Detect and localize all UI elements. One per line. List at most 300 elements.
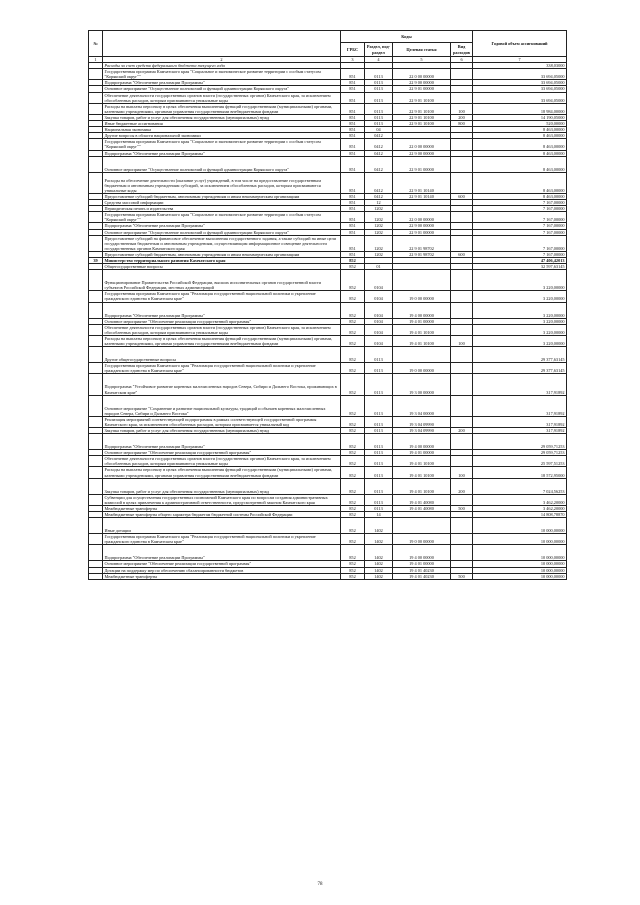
row-number-cell [89, 235, 103, 251]
grbs-cell: 852 [341, 512, 365, 518]
target-article-cell: 22 9 01 00000 [393, 86, 451, 92]
expense-type-cell [451, 270, 473, 291]
amount-cell: 8 463,00000 [473, 127, 567, 133]
section-cell: 1202 [365, 251, 393, 257]
section-cell: 0113 [365, 363, 393, 374]
grbs-cell: 851 [341, 212, 365, 223]
grbs-cell: 852 [341, 374, 365, 395]
section-cell: 0113 [365, 395, 393, 416]
target-article-cell: 19 4 01 40230 [393, 573, 451, 579]
grbs-cell: 851 [341, 235, 365, 251]
column-number: 7 [473, 57, 567, 63]
amount-cell: 14 808,78870 [473, 512, 567, 518]
section-cell: 0113 [365, 80, 393, 86]
amount-cell: 317,91892 [473, 427, 567, 433]
target-article-cell: 22 9 01 10140 [393, 193, 451, 199]
target-article-cell: 22 9 01 10100 [393, 103, 451, 114]
grbs-cell: 852 [341, 335, 365, 346]
amount-cell: 10 000,00000 [473, 567, 567, 573]
expense-type-cell [451, 235, 473, 251]
expense-type-cell [451, 456, 473, 467]
table-row [89, 324, 567, 335]
section-cell: 0113 [365, 374, 393, 395]
amount-cell: 3 220,00000 [473, 324, 567, 335]
target-article-cell [393, 518, 451, 534]
target-article-cell: 19 3 04 00000 [393, 395, 451, 416]
expense-type-cell [451, 518, 473, 534]
table-row [89, 363, 567, 374]
expense-type-cell [451, 139, 473, 150]
item-name-cell: Расходы на выплаты персоналу в целях обеспечения выполнения функций государственными (муниципальными) органами, казенными учреждениями, органами управления государственными внебюджетными фондами [103, 467, 341, 478]
section-cell: 0113 [365, 427, 393, 433]
section-cell: 0104 [365, 324, 393, 335]
item-name-cell: Закупка товаров, работ и услуг для обеспечения государственных (муниципальных) нужд [103, 114, 341, 120]
section-cell: 0412 [365, 150, 393, 156]
row-number-cell [89, 92, 103, 103]
target-article-cell: 22 9 00 00000 [393, 150, 451, 156]
amount-cell: 29 059,71253 [473, 450, 567, 456]
expense-type-cell [451, 92, 473, 103]
amount-cell: 18 572,95000 [473, 467, 567, 478]
table-row [89, 518, 567, 534]
page-number: 78 [317, 882, 323, 887]
item-name-cell: Подпрограмма "Устойчивое развитие коренных малочисленных народов Севера, Сибири и Дальнего Востока, проживающих в Камчатском крае" [103, 374, 341, 395]
expense-type-cell [451, 172, 473, 193]
target-article-cell: 19 4 00 00000 [393, 545, 451, 561]
amount-cell: 8 463,00000 [473, 193, 567, 199]
item-name-cell: Расходы за счет средств федерального бюджета текущего года [103, 63, 341, 69]
expense-type-cell: 100 [451, 103, 473, 114]
expense-type-cell: 600 [451, 193, 473, 199]
section-cell: 0113 [365, 347, 393, 363]
item-name-cell: Иные дотации [103, 518, 341, 534]
item-name-cell: Обеспечение деятельности государственных органов власти (государственных органов) Камчатского края, за исключением обособленных расходов, которым присваиваются уникальные коды [103, 324, 341, 335]
table-row [89, 456, 567, 467]
amount-cell: 7 167,00000 [473, 235, 567, 251]
item-name-cell: Основное мероприятие "Осуществление полномочий и функций администрации Корякского округа" [103, 156, 341, 172]
amount-cell: 3 220,00000 [473, 291, 567, 302]
item-name-cell: Межбюджетные трансферты [103, 505, 341, 511]
grbs-cell: 852 [341, 534, 365, 545]
header-number: № [89, 31, 103, 57]
section-cell: 0412 [365, 139, 393, 150]
target-article-cell: 22 9 01 10100 [393, 92, 451, 103]
table-row [89, 534, 567, 545]
expense-type-cell [451, 545, 473, 561]
table-row [89, 235, 567, 251]
row-number-cell [89, 335, 103, 346]
row-number-cell [89, 212, 103, 223]
item-name-cell: Периодическая печать и издательства [103, 206, 341, 212]
section-cell: 04 [365, 127, 393, 133]
header-expense-type: Вид расходов [451, 43, 473, 57]
section-cell: 1202 [365, 206, 393, 212]
amount-cell: 7 024,56253 [473, 478, 567, 494]
target-article-cell: 19 4 01 10100 [393, 324, 451, 335]
amount-cell: 33 694,05000 [473, 80, 567, 86]
amount-cell: 7 167,00000 [473, 251, 567, 257]
grbs-cell: 851 [341, 80, 365, 86]
item-name-cell: Подпрограмма "Обеспечение реализации Программы" [103, 545, 341, 561]
column-number: 6 [451, 57, 473, 63]
row-number-cell [89, 534, 103, 545]
target-article-cell: 22 9 01 98702 [393, 251, 451, 257]
amount-cell: 8 463,00000 [473, 133, 567, 139]
amount-cell: 3 220,00000 [473, 318, 567, 324]
expense-type-cell [451, 347, 473, 363]
target-article-cell: 19 4 01 00000 [393, 450, 451, 456]
item-name-cell: Подпрограмма "Обеспечение реализации Программы" [103, 223, 341, 229]
table-row [89, 139, 567, 150]
grbs-cell: 852 [341, 467, 365, 478]
expense-type-cell [451, 363, 473, 374]
item-name-cell: Дотации на поддержку мер по обеспечению сбалансированности бюджетов [103, 567, 341, 573]
amount-cell: 338,03000 [473, 63, 567, 69]
target-article-cell: 19 3 04 09990 [393, 416, 451, 427]
expense-type-cell: 200 [451, 478, 473, 494]
item-name-cell: Министерство территориального развития Камчатского края [103, 258, 341, 264]
grbs-cell: 851 [341, 121, 365, 127]
grbs-cell: 851 [341, 139, 365, 150]
section-cell: 1402 [365, 561, 393, 567]
row-number-cell [89, 494, 103, 505]
section-cell: 0104 [365, 302, 393, 318]
section-cell: 0104 [365, 291, 393, 302]
item-name-cell: Государственная программа Камчатского края "Реализация государственной национальной политики и укрепление гражданского единства в Камчатском крае" [103, 534, 341, 545]
section-cell: 0113 [365, 450, 393, 456]
item-name-cell: Реализация мероприятий соответствующей подпрограммы в рамках соответствующей государственной программы Камчатского края, за исключением обособленных расходов, которым присваивается уникальный код [103, 416, 341, 427]
item-name-cell: Основное мероприятие "Осуществление полномочий и функций администрации Корякского округа" [103, 86, 341, 92]
amount-cell: 3 462,20000 [473, 505, 567, 511]
header-section: Раздел, под-раздел [365, 43, 393, 57]
grbs-cell: 851 [341, 127, 365, 133]
section-cell: 0113 [365, 416, 393, 427]
expense-type-cell [451, 395, 473, 416]
item-name-cell: Обеспечение деятельности государственных органов власти (государственных органов) Камчатского края, за исключением обособленных расходов, которым присваиваются уникальные коды [103, 92, 341, 103]
section-cell: 1202 [365, 229, 393, 235]
section-cell: 0104 [365, 318, 393, 324]
section-cell: 0113 [365, 467, 393, 478]
amount-cell: 29 377,63145 [473, 363, 567, 374]
item-name-cell: Расходы на выплаты персоналу в целях обеспечения выполнения функций государственными (муниципальными) органами, казенными учреждениями, органами управления государственными внебюджетными фондами [103, 103, 341, 114]
section-cell: 1202 [365, 212, 393, 223]
grbs-cell: 852 [341, 302, 365, 318]
amount-cell: 3 220,00000 [473, 270, 567, 291]
row-number-cell [89, 467, 103, 478]
row-number-cell [89, 573, 103, 579]
expense-type-cell: 800 [451, 121, 473, 127]
item-name-cell: Расходы на выплаты персоналу в целях обеспечения выполнения функций государственными (муниципальными) органами, казенными учреждениями, органами управления государственными внебюджетными фондами [103, 335, 341, 346]
item-name-cell: Основное мероприятие "Осуществление полномочий и функций администрации Корякского округа" [103, 229, 341, 235]
target-article-cell [393, 347, 451, 363]
grbs-cell: 851 [341, 229, 365, 235]
table-row [89, 69, 567, 80]
column-number: 5 [393, 57, 451, 63]
table-row [89, 92, 567, 103]
grbs-cell: 851 [341, 133, 365, 139]
grbs-cell: 851 [341, 103, 365, 114]
table-row [89, 291, 567, 302]
row-number-cell [89, 545, 103, 561]
table-row [89, 467, 567, 478]
section-cell: 0113 [365, 121, 393, 127]
grbs-cell: 852 [341, 567, 365, 573]
table-row [89, 395, 567, 416]
section-cell: 0113 [365, 434, 393, 450]
column-number: 1 [89, 57, 103, 63]
section-cell: 14 [365, 512, 393, 518]
item-name-cell: Межбюджетные трансферты общего характера бюджетам бюджетной системы Российской Федерации [103, 512, 341, 518]
amount-cell: 10 000,00000 [473, 573, 567, 579]
grbs-cell: 852 [341, 270, 365, 291]
row-number-cell [89, 456, 103, 467]
row-number-cell [89, 270, 103, 291]
table-row [89, 335, 567, 346]
header-name [103, 31, 341, 57]
grbs-cell: 852 [341, 434, 365, 450]
section-cell: 0412 [365, 172, 393, 193]
table-body [89, 63, 567, 580]
row-number-cell [89, 291, 103, 302]
grbs-cell: 852 [341, 324, 365, 335]
amount-cell: 14 190,05000 [473, 114, 567, 120]
target-article-cell: 22 9 01 10100 [393, 121, 451, 127]
amount-cell: 47 406,42013 [473, 258, 567, 264]
amount-cell: 7 167,00000 [473, 200, 567, 206]
item-name-cell: Основное мероприятие "Обеспечение реализации государственной программы" [103, 318, 341, 324]
target-article-cell: 22 0 00 00000 [393, 212, 451, 223]
row-number-cell: 39 [89, 258, 103, 264]
row-number-cell [89, 172, 103, 193]
amount-cell: 10 000,00000 [473, 518, 567, 534]
target-article-cell: 19 4 00 00000 [393, 302, 451, 318]
amount-cell: 25 597,51253 [473, 456, 567, 467]
section-cell: 0104 [365, 270, 393, 291]
table-row [89, 172, 567, 193]
target-article-cell: 22 9 01 98702 [393, 235, 451, 251]
amount-cell: 3 220,00000 [473, 302, 567, 318]
section-cell: 0113 [365, 505, 393, 511]
item-name-cell: Иные бюджетные ассигнования [103, 121, 341, 127]
amount-cell: 7 167,00000 [473, 212, 567, 223]
section-cell: 1202 [365, 223, 393, 229]
expense-type-cell [451, 212, 473, 223]
target-article-cell: 22 0 00 00000 [393, 139, 451, 150]
grbs-cell: 851 [341, 150, 365, 156]
row-number-cell [89, 395, 103, 416]
section-cell: 0412 [365, 133, 393, 139]
target-article-cell: 19 0 00 00000 [393, 363, 451, 374]
grbs-cell: 851 [341, 69, 365, 80]
amount-cell: 3 462,20000 [473, 494, 567, 505]
item-name-cell: Основное мероприятие "Сохранение и развитие национальной культуры, традиций и обычаев коренных малочисленных народов Севера, Сибири и Дальнего Востока" [103, 395, 341, 416]
target-article-cell: 19 4 01 40080 [393, 494, 451, 505]
amount-cell: 7 167,00000 [473, 223, 567, 229]
item-name-cell: Закупка товаров, работ и услуг для обеспечения государственных (муниципальных) нужд [103, 478, 341, 494]
header-codes: Коды [341, 31, 473, 43]
grbs-cell: 852 [341, 363, 365, 374]
grbs-cell: 851 [341, 86, 365, 92]
amount-cell: 7 167,00000 [473, 229, 567, 235]
table-row [89, 478, 567, 494]
section-cell: 0113 [365, 69, 393, 80]
expense-type-cell [451, 434, 473, 450]
expense-type-cell: 600 [451, 251, 473, 257]
section-cell: 0113 [365, 103, 393, 114]
target-article-cell: 22 9 01 00000 [393, 156, 451, 172]
item-name-cell: Расходы на обеспечение деятельности (оказание услуг) учреждений, в том числе на предоставление государственным бюджетным и автономным учреждениям субсидий, за исключением обособленных расходов, которым присваиваются уникальные коды [103, 172, 341, 193]
target-article-cell: 19 0 00 00000 [393, 291, 451, 302]
item-name-cell: Государственная программа Камчатского края "Реализация государственной национальной политики и укрепление гражданского единства в Камчатском крае" [103, 291, 341, 302]
row-number-cell [89, 302, 103, 318]
target-article-cell: 19 4 01 10100 [393, 335, 451, 346]
amount-cell: 317,91892 [473, 416, 567, 427]
row-number-cell [89, 347, 103, 363]
grbs-cell: 851 [341, 172, 365, 193]
expense-type-cell [451, 291, 473, 302]
item-name-cell: Государственная программа Камчатского края "Социальное и экономическое развитие территории с особым статусом "Корякский округ"" [103, 139, 341, 150]
grbs-cell: 852 [341, 258, 365, 264]
amount-cell: 317,91892 [473, 395, 567, 416]
amount-cell: 32 597,63145 [473, 264, 567, 270]
section-cell: 01 [365, 264, 393, 270]
column-number: 2 [103, 57, 341, 63]
target-article-cell: 19 4 01 00000 [393, 318, 451, 324]
grbs-cell: 852 [341, 416, 365, 427]
expense-type-cell: 100 [451, 335, 473, 346]
grbs-cell: 852 [341, 505, 365, 511]
item-name-cell: Межбюджетные трансферты [103, 573, 341, 579]
amount-cell: 8 463,00000 [473, 172, 567, 193]
amount-cell: 8 463,00000 [473, 139, 567, 150]
grbs-cell: 852 [341, 291, 365, 302]
amount-cell: 10 000,00000 [473, 545, 567, 561]
row-number-cell [89, 478, 103, 494]
target-article-cell: 19 3 04 09990 [393, 427, 451, 433]
section-cell: 1402 [365, 567, 393, 573]
item-name-cell: Государственная программа Камчатского края "Социальное и экономическое развитие территории с особым статусом "Корякский округ"" [103, 69, 341, 80]
section-cell: 1402 [365, 545, 393, 561]
grbs-cell: 852 [341, 478, 365, 494]
item-name-cell: Подпрограмма "Обеспечение реализации Программы" [103, 80, 341, 86]
section-cell: 1402 [365, 518, 393, 534]
table-row [89, 434, 567, 450]
item-name-cell: Общегосударственные вопросы [103, 264, 341, 270]
row-number-cell [89, 416, 103, 427]
section-cell: 12 [365, 200, 393, 206]
target-article-cell: 22 9 00 00000 [393, 223, 451, 229]
target-article-cell: 22 9 01 10140 [393, 172, 451, 193]
section-cell: 1402 [365, 534, 393, 545]
item-name-cell: Предоставление субсидий бюджетным, автономным учреждениям и иным некоммерческим организациям [103, 193, 341, 199]
amount-cell: 8 463,00000 [473, 156, 567, 172]
appropriations-table [88, 30, 567, 580]
expense-type-cell: 500 [451, 573, 473, 579]
section-cell: 0104 [365, 335, 393, 346]
section-cell: 0113 [365, 114, 393, 120]
target-article-cell: 19 4 01 10100 [393, 456, 451, 467]
target-article-cell: 19 4 01 10100 [393, 467, 451, 478]
table-row [89, 103, 567, 114]
amount-cell: 317,91892 [473, 374, 567, 395]
expense-type-cell [451, 156, 473, 172]
item-name-cell: Другие общегосударственные вопросы [103, 347, 341, 363]
table-row [89, 573, 567, 579]
expense-type-cell [451, 494, 473, 505]
item-name-cell: Национальная экономика [103, 127, 341, 133]
amount-cell: 18 984,00000 [473, 103, 567, 114]
grbs-cell: 851 [341, 251, 365, 257]
item-name-cell: Другие вопросы в области национальной экономики [103, 133, 341, 139]
table-row [89, 270, 567, 291]
grbs-cell: 852 [341, 450, 365, 456]
amount-cell: 3 220,00000 [473, 335, 567, 346]
expense-type-cell [451, 302, 473, 318]
target-article-cell: 19 0 00 00000 [393, 534, 451, 545]
grbs-cell: 852 [341, 494, 365, 505]
row-number-cell [89, 156, 103, 172]
section-cell: 0113 [365, 86, 393, 92]
table-row [89, 416, 567, 427]
grbs-cell: 851 [341, 193, 365, 199]
item-name-cell: Подпрограмма "Обеспечение реализации Программы" [103, 434, 341, 450]
expense-type-cell: 200 [451, 114, 473, 120]
amount-cell: 520,00000 [473, 121, 567, 127]
expense-type-cell: 200 [451, 427, 473, 433]
target-article-cell: 22 9 01 00000 [393, 229, 451, 235]
section-cell: 0113 [365, 478, 393, 494]
row-number-cell [89, 434, 103, 450]
column-number: 4 [365, 57, 393, 63]
amount-cell: 29 059,71253 [473, 434, 567, 450]
section-cell: 0113 [365, 456, 393, 467]
amount-cell: 33 694,05000 [473, 69, 567, 80]
section-cell: 0412 [365, 156, 393, 172]
grbs-cell: 852 [341, 264, 365, 270]
section-cell: 0113 [365, 494, 393, 505]
grbs-cell: 852 [341, 561, 365, 567]
expense-type-cell [451, 324, 473, 335]
table-row [89, 347, 567, 363]
item-name-cell: Субвенции для осуществления государственных полномочий Камчатского края по вопросам создания административных комиссий в целях привлечения к административной ответственности, предусмотренной законом Камчатского края [103, 494, 341, 505]
table-row [89, 494, 567, 505]
table-row [89, 545, 567, 561]
column-number: 3 [341, 57, 365, 63]
item-name-cell: Функционирование Правительства Российской Федерации, высших исполнительных органов государственной власти субъектов Российской Федерации, местных администраций [103, 270, 341, 291]
item-name-cell: Подпрограмма "Обеспечение реализации Программы" [103, 302, 341, 318]
target-article-cell: 19 4 01 40080 [393, 505, 451, 511]
grbs-cell: 852 [341, 518, 365, 534]
section-cell: 0113 [365, 92, 393, 103]
row-number-cell [89, 363, 103, 374]
table-row [89, 156, 567, 172]
target-article-cell: 19 4 00 00000 [393, 434, 451, 450]
amount-cell: 7 167,00000 [473, 206, 567, 212]
amount-cell: 10 000,00000 [473, 534, 567, 545]
item-name-cell: Основное мероприятие "Обеспечение реализации государственной программы" [103, 450, 341, 456]
header-target-article: Целевая статья [393, 43, 451, 57]
amount-cell: 33 694,05000 [473, 86, 567, 92]
grbs-cell: 851 [341, 223, 365, 229]
target-article-cell: 19 4 01 10100 [393, 478, 451, 494]
row-number-cell [89, 69, 103, 80]
grbs-cell: 851 [341, 92, 365, 103]
target-article-cell: 19 4 01 00000 [393, 561, 451, 567]
expense-type-cell: 500 [451, 505, 473, 511]
header-grbs: ГРБС [341, 43, 365, 57]
section-cell: 1202 [365, 235, 393, 251]
item-name-cell: Предоставление субсидий на финансовое обеспечение выполнения государственного задания, а также субсидий на иные цели государственным бюджетным и автономным учреждениям, осуществляющим информационное освещение деятельности государственных органов Камчатского края [103, 235, 341, 251]
